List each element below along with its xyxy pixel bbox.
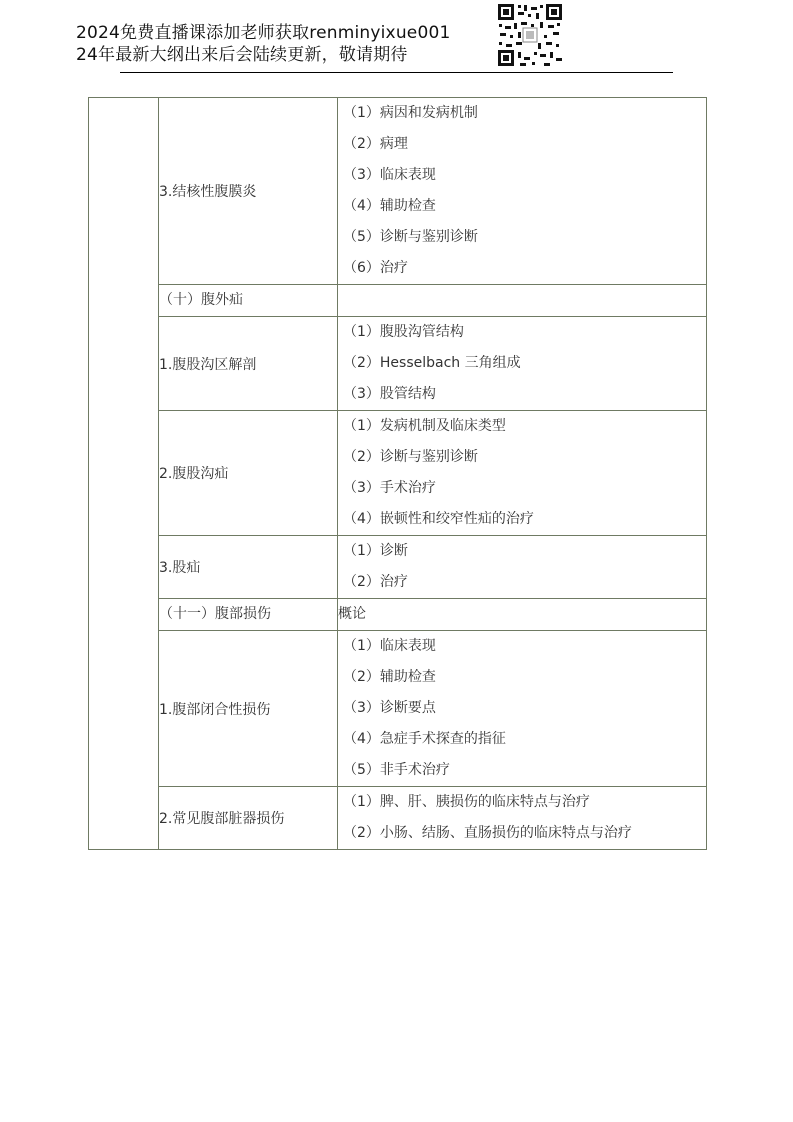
- topic-label: 3.股疝: [159, 560, 201, 576]
- qr-code-icon: [496, 2, 564, 68]
- table-row: [89, 787, 707, 850]
- overview-label: 概论: [338, 606, 366, 622]
- list-item: （3）股管结构: [343, 386, 436, 402]
- subtopics-cell: [338, 411, 707, 536]
- topic-cell: [159, 631, 338, 787]
- list-item: （2）小肠、结肠、直肠损伤的临床特点与治疗: [343, 825, 632, 841]
- list-item: （2）治疗: [343, 574, 408, 590]
- subtopics-cell: [338, 98, 707, 285]
- list-item: （2）Hesselbach 三角组成: [343, 355, 521, 371]
- topic-label: 3.结核性腹膜炎: [159, 184, 257, 200]
- topic-label: 1.腹部闭合性损伤: [159, 701, 271, 718]
- topic-cell: [159, 317, 338, 411]
- list-item: （3）诊断要点: [343, 700, 436, 716]
- list-item: （4）嵌顿性和绞窄性疝的治疗: [343, 511, 534, 527]
- header-line-2: 24年最新大纲出来后会陆续更新，敬请期待: [76, 45, 408, 65]
- list-item: （5）诊断与鉴别诊断: [343, 229, 478, 245]
- page-header: [76, 22, 676, 66]
- topic-cell: [159, 98, 338, 285]
- list-item: （3）手术治疗: [343, 480, 436, 496]
- list-item: （1）脾、肝、胰损伤的临床特点与治疗: [343, 794, 590, 810]
- subtopics-cell: [338, 787, 707, 850]
- table-row: [89, 317, 707, 411]
- list-item: （2）诊断与鉴别诊断: [343, 449, 478, 465]
- topic-label: 2.腹股沟疝: [159, 466, 229, 482]
- list-item: （4）急症手术探查的指征: [343, 731, 506, 747]
- subtopics-cell: [338, 599, 707, 631]
- topic-label: 2.常见腹部脏器损伤: [159, 811, 285, 827]
- list-item: （1）腹股沟管结构: [343, 324, 464, 340]
- section-heading: （十）腹外疝: [159, 292, 243, 308]
- table-row: [89, 98, 707, 285]
- table-row: [89, 536, 707, 599]
- list-item: （1）临床表现: [343, 638, 436, 654]
- list-item: （1）发病机制及临床类型: [343, 418, 506, 434]
- chapter-cell: [89, 98, 159, 850]
- section-cell: [159, 285, 338, 317]
- table-row: [89, 411, 707, 536]
- topic-cell: [159, 787, 338, 850]
- list-item: （1）诊断: [343, 543, 408, 559]
- subtopics-cell: [338, 536, 707, 599]
- subtopics-cell: [338, 631, 707, 787]
- table-row: [89, 631, 707, 787]
- list-item: （3）临床表现: [343, 167, 436, 183]
- list-item: （4）辅助检查: [343, 198, 436, 214]
- section-cell: [159, 599, 338, 631]
- list-item: （2）辅助检查: [343, 669, 436, 685]
- table-row: [89, 285, 707, 317]
- table-row: [89, 599, 707, 631]
- topic-cell: [159, 536, 338, 599]
- header-line-1: 2024免费直播课添加老师获取renminyixue001: [76, 23, 451, 43]
- syllabus-table: [88, 97, 707, 850]
- subtopics-cell: [338, 285, 707, 317]
- topic-cell: [159, 411, 338, 536]
- header-divider: [120, 72, 673, 73]
- subtopics-cell: [338, 317, 707, 411]
- topic-label: 1.腹股沟区解剖: [159, 356, 257, 373]
- list-item: （6）治疗: [343, 260, 408, 276]
- list-item: （2）病理: [343, 136, 408, 152]
- list-item: （1）病因和发病机制: [343, 105, 478, 121]
- list-item: （5）非手术治疗: [343, 762, 450, 778]
- section-heading: （十一）腹部损伤: [159, 606, 271, 622]
